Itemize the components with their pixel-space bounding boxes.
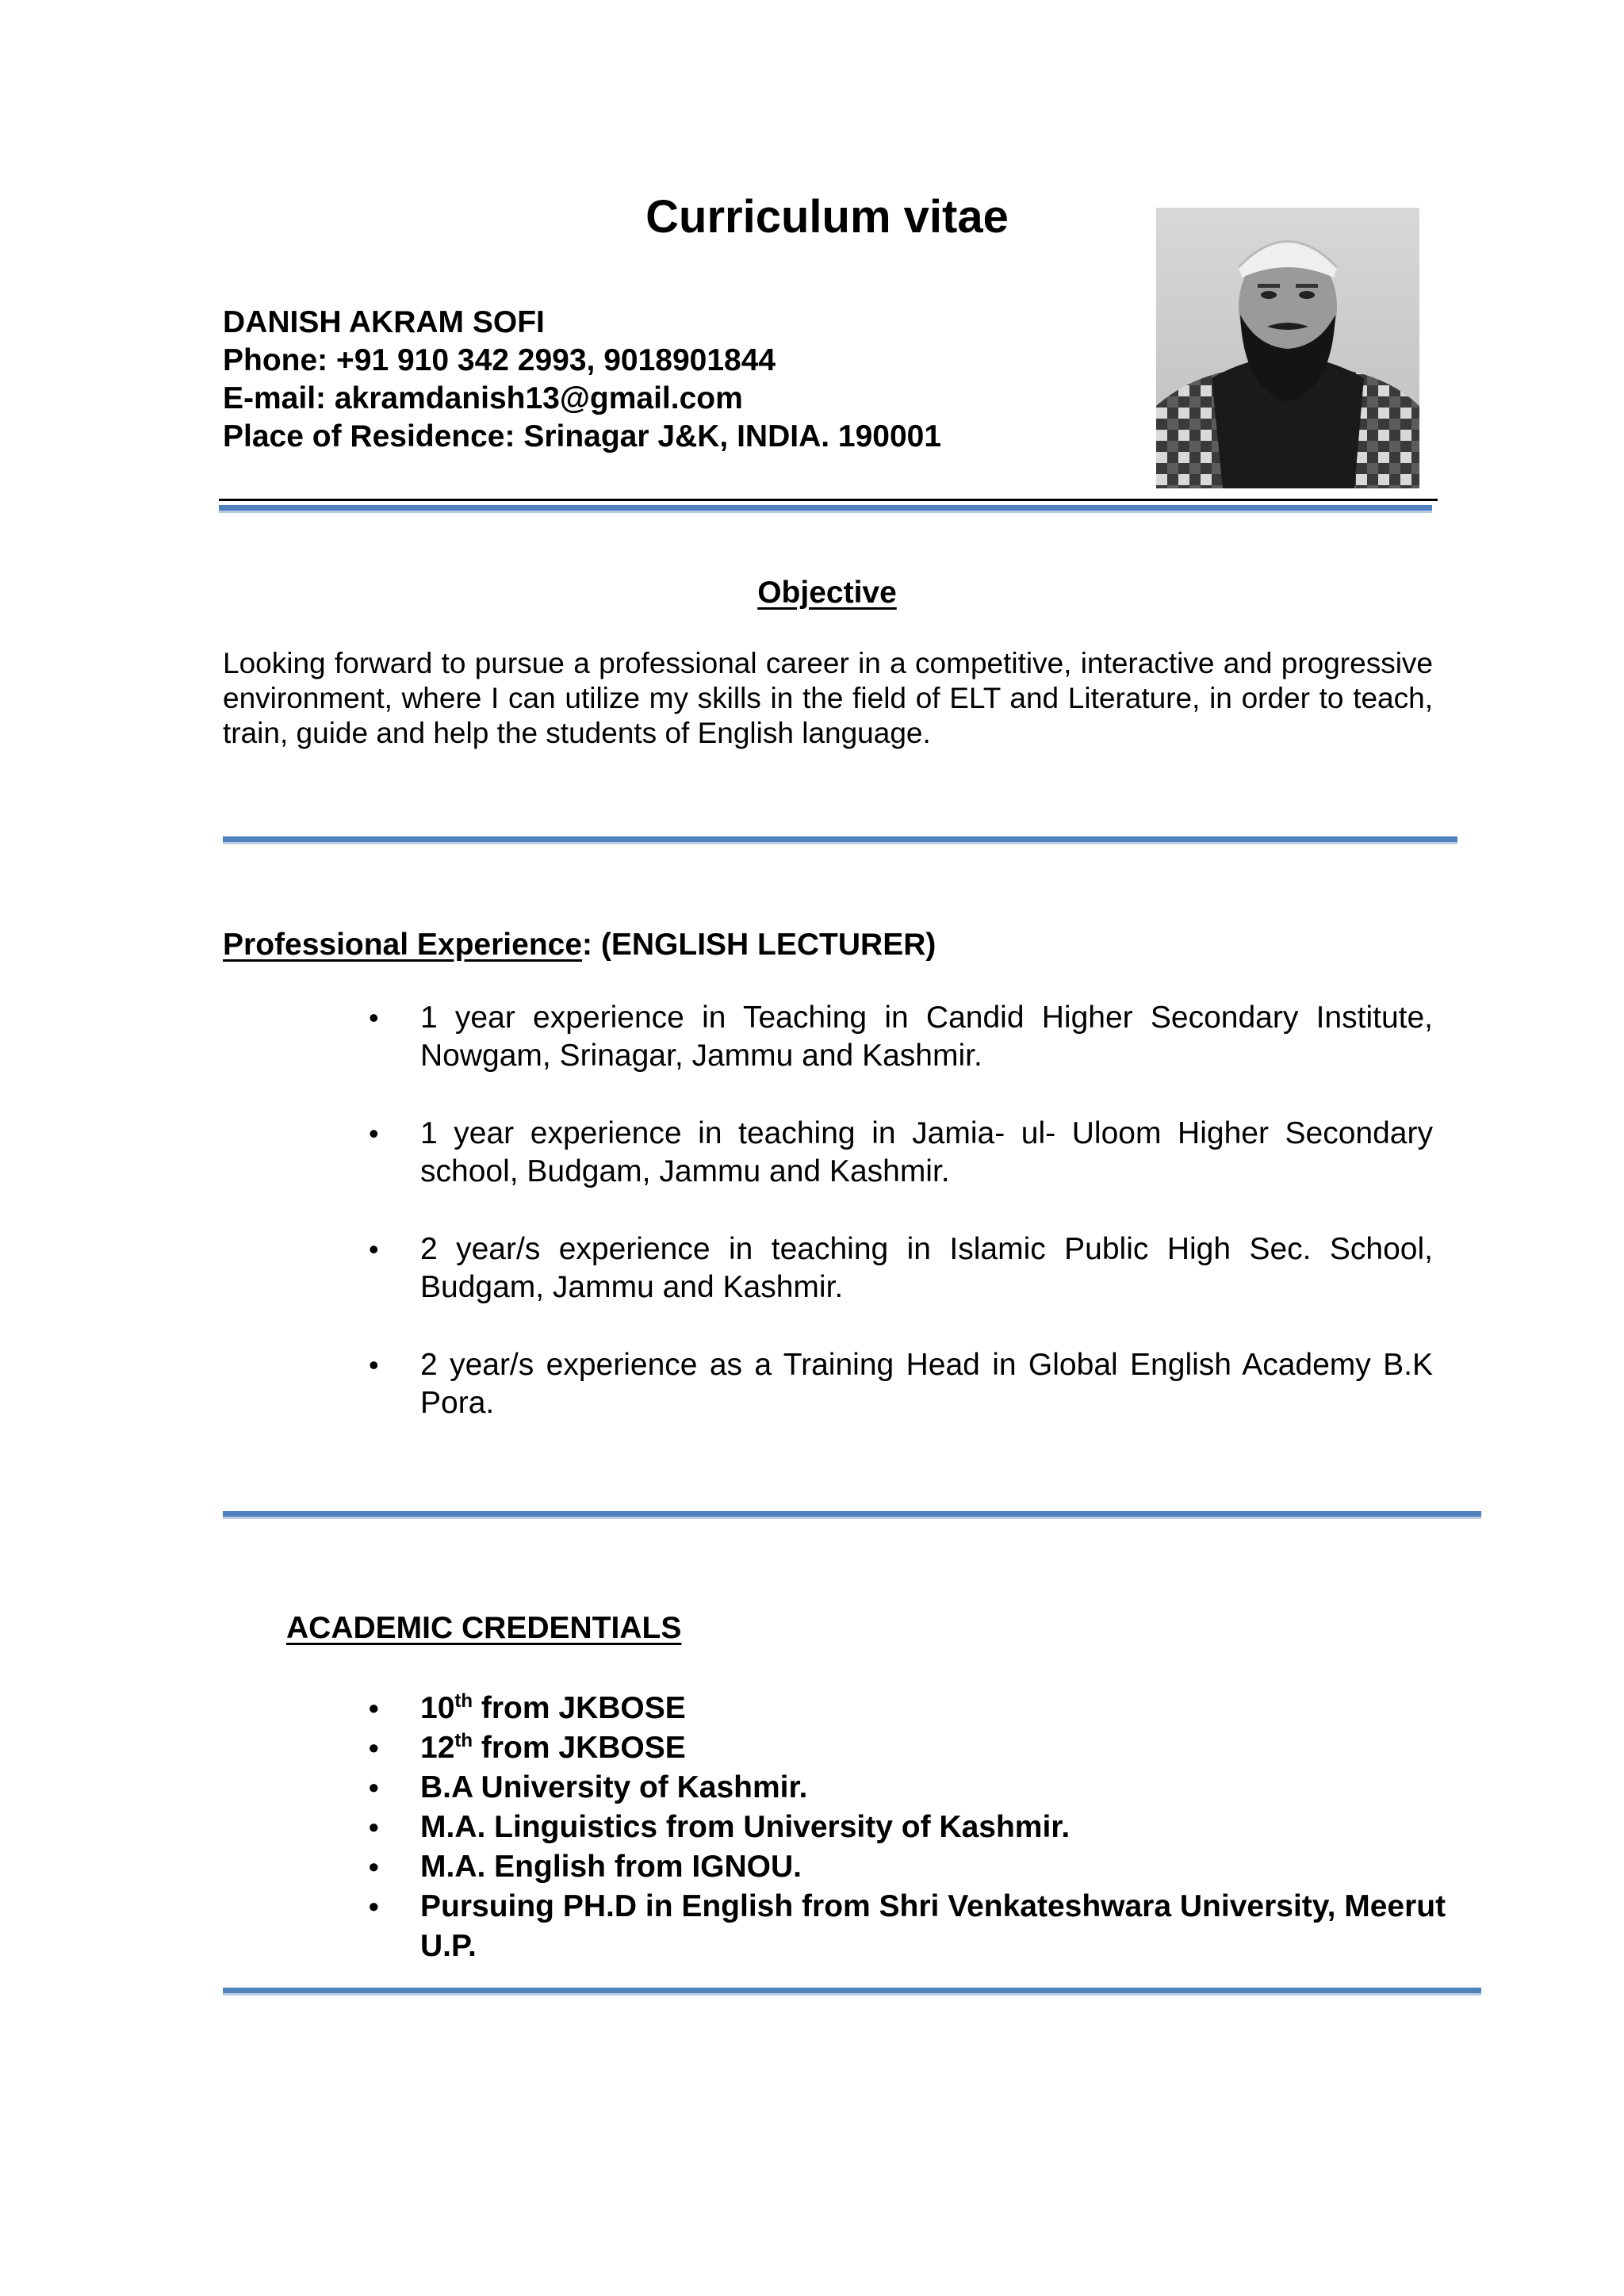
bullet-icon: • — [369, 1890, 379, 1923]
list-item: • 1 year experience in teaching in Jamia- ul- Uloom Higher Secondary school, Budgam, Jammu and Kashmir. — [369, 1116, 1433, 1188]
contact-block — [223, 304, 941, 456]
academic-divider — [223, 1988, 1481, 1993]
objective-divider — [223, 836, 1457, 842]
bullet-icon: • — [369, 1692, 379, 1724]
list-item: • 2 year/s experience as a Training Head in Global English Academy B.K Pora. — [369, 1348, 1433, 1420]
list-item: • B.A University of Kashmir. — [369, 1768, 1479, 1808]
bullet-icon: • — [369, 1771, 379, 1804]
residence-line: Place of Residence: Srinagar J&K, INDIA. 190001 — [223, 419, 942, 453]
candidate-name: DANISH AKRAM SOFI — [223, 305, 545, 339]
list-item: • M.A. English from IGNOU. — [369, 1847, 1479, 1887]
bullet-icon: • — [369, 1117, 379, 1150]
academic-list — [369, 1689, 1479, 1966]
experience-divider — [223, 1511, 1481, 1517]
experience-heading — [223, 928, 936, 962]
objective-heading: Objective — [757, 576, 897, 610]
experience-list — [369, 999, 1433, 1462]
objective-text: Looking forward to pursue a professional career in a competitive, interactive and progressive environment, where I can utilize my skills in the field of ELT and Literature, in order to teach, train, guide and help the students of English language. — [223, 647, 1433, 749]
header-divider-black — [219, 499, 1438, 501]
list-item: • 10th from JKBOSE — [369, 1689, 1479, 1728]
list-item: • Pursuing PH.D in English from Shri Venkateshwara University, Meerut U.P. — [369, 1887, 1479, 1966]
experience-heading-label: Professional Experience — [223, 928, 583, 962]
list-item: • 2 year/s experience in teaching in Islamic Public High Sec. School, Budgam, Jammu and Kashmir. — [369, 1232, 1433, 1304]
profile-photo — [1156, 208, 1419, 488]
phone-line: Phone: +91 910 342 2993, 9018901844 — [223, 343, 776, 377]
list-item: • M.A. Linguistics from University of Kashmir. — [369, 1808, 1479, 1847]
bullet-icon: • — [369, 1732, 379, 1764]
bullet-icon: • — [369, 1349, 379, 1381]
email-line: E-mail: akramdanish13@gmail.com — [223, 381, 743, 415]
academic-heading: ACADEMIC CREDENTIALS — [286, 1611, 682, 1645]
bullet-icon: • — [369, 1233, 379, 1265]
list-item: • 1 year experience in Teaching in Candid Higher Secondary Institute, Nowgam, Srinagar, Jammu and Kashmir. — [369, 1001, 1433, 1073]
list-item: • 12th from JKBOSE — [369, 1728, 1479, 1768]
experience-heading-suffix: : (ENGLISH LECTURER) — [582, 928, 936, 962]
bullet-icon: • — [369, 1811, 379, 1843]
bullet-icon: • — [369, 1001, 379, 1034]
page-title: Curriculum vitae — [645, 191, 1009, 243]
bullet-icon: • — [369, 1850, 379, 1883]
header-divider-blue — [219, 505, 1432, 511]
